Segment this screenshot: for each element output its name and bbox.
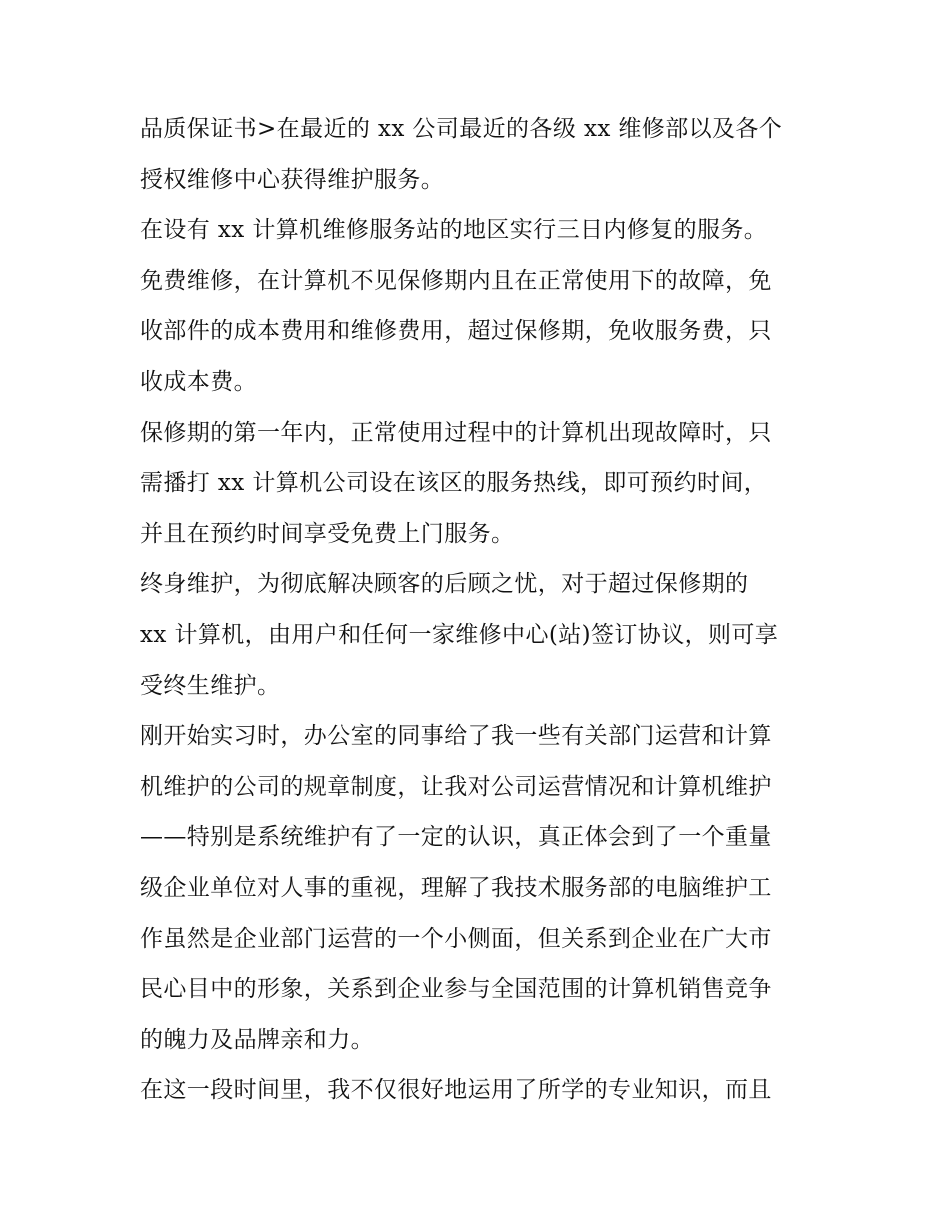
text-line: 授权维修中心获得维护服务。 xyxy=(140,166,445,193)
text-line: 免费维修，在计算机不见保修期内且在正常使用下的故障，免 xyxy=(140,267,772,294)
text-line: xx 计算机，由用户和任何一家维修中心(站)签订协议，则可享 xyxy=(140,621,779,648)
text-line: 在设有 xx 计算机维修服务站的地区实行三日内修复的服务。 xyxy=(140,217,768,244)
text-line: 民心目中的形象，关系到企业参与全国范围的计算机销售竞争 xyxy=(140,976,772,1003)
text-line: 收部件的成本费用和维修费用，超过保修期，免收服务费，只 xyxy=(140,318,772,345)
text-line: 刚开始实习时，办公室的同事给了我一些有关部门运营和计算 xyxy=(140,723,772,750)
text-line: 受终生维护。 xyxy=(140,672,281,699)
text-line: 机维护的公司的规章制度，让我对公司运营情况和计算机维护 xyxy=(140,773,772,800)
text-line: 终身维护，为彻底解决顾客的后顾之忧，对于超过保修期的 xyxy=(140,571,749,598)
text-line: 的魄力及品牌亲和力。 xyxy=(140,1026,374,1053)
text-line: 在这一段时间里，我不仅很好地运用了所学的专业知识，而且 xyxy=(140,1077,772,1104)
text-line: 作虽然是企业部门运营的一个小侧面，但关系到企业在广大市 xyxy=(140,925,772,952)
text-line: 并且在预约时间享受免费上门服务。 xyxy=(140,520,515,547)
document-body xyxy=(140,104,820,1116)
text-line: 保修期的第一年内，正常使用过程中的计算机出现故障时，只 xyxy=(140,419,772,446)
text-line: 收成本费。 xyxy=(140,368,257,395)
text-line: ——特别是系统维护有了一定的认识，真正体会到了一个重量 xyxy=(140,824,772,851)
text-line: 级企业单位对人事的重视，理解了我技术服务部的电脑维护工 xyxy=(140,874,772,901)
text-line: 需播打 xx 计算机公司设在该区的服务热线，即可预约时间， xyxy=(140,470,768,497)
text-line: 品质保证书>在最近的 xx 公司最近的各级 xx 维修部以及各个 xyxy=(140,116,783,142)
